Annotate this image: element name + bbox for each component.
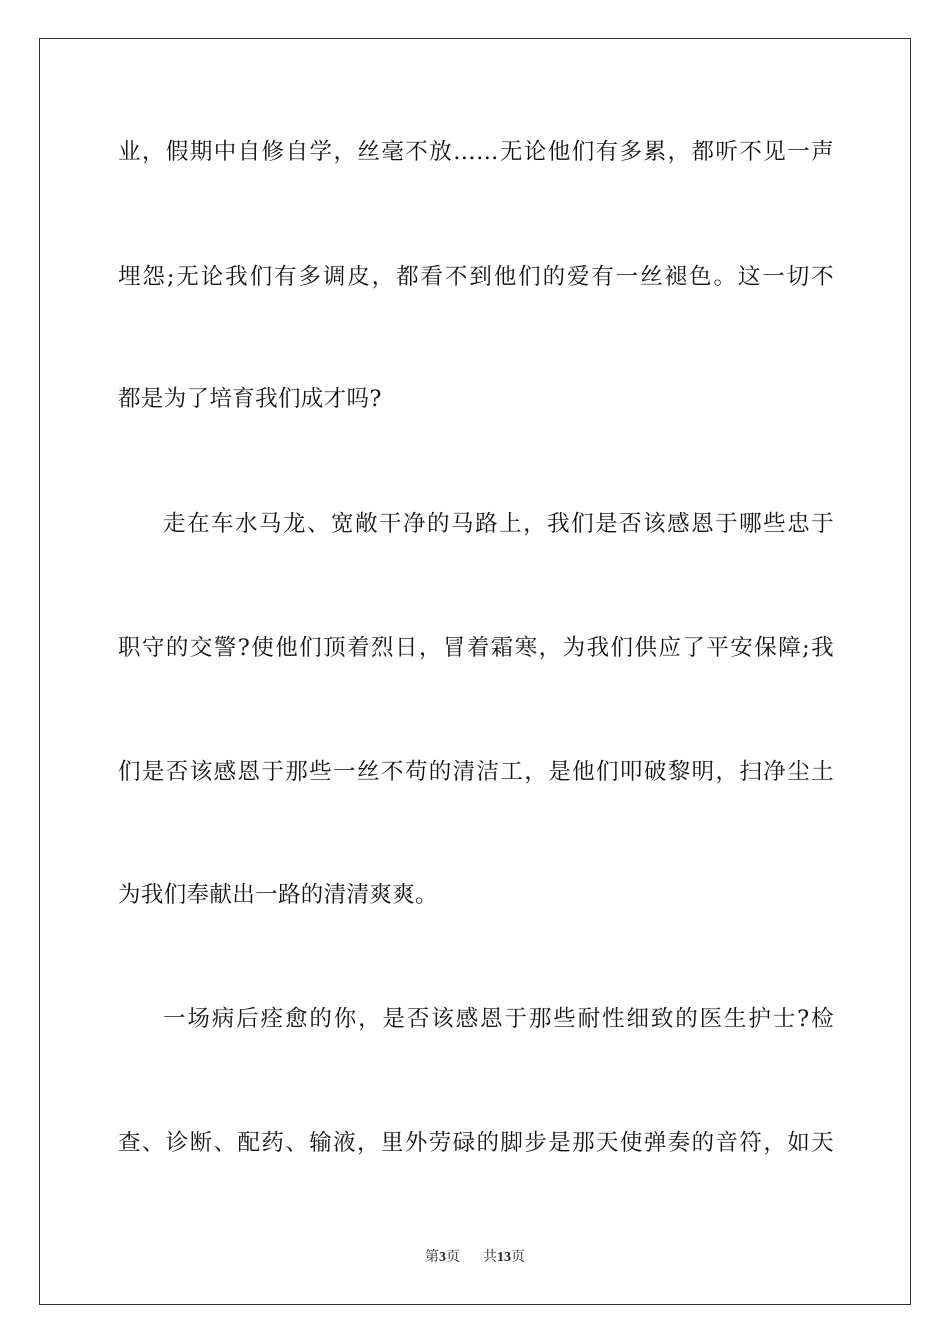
page-number: 3 <box>439 1250 447 1265</box>
page-border <box>39 38 911 1305</box>
total-indicator <box>483 1248 525 1267</box>
total-suffix: 页 <box>510 1249 525 1265</box>
page-suffix: 页 <box>446 1249 461 1265</box>
text-line-2: 埋怨;无论我们有多调皮，都看不到他们的爱有一丝褪色。这一切不 <box>118 264 834 290</box>
page-footer <box>0 1248 950 1267</box>
page-indicator <box>425 1248 460 1267</box>
text-line-3: 都是为了培育我们成才吗? <box>118 386 382 412</box>
text-line-7: 为我们奉献出一路的清清爽爽。 <box>118 882 438 908</box>
text-line-6: 们是否该感恩于那些一丝不苟的清洁工，是他们叩破黎明，扫净尘土 <box>118 759 834 785</box>
total-pages: 13 <box>496 1250 511 1265</box>
text-line-9: 查、诊断、配药、输液，里外劳碌的脚步是那天使弹奏的音符，如天 <box>118 1130 834 1156</box>
text-line-1: 业，假期中自修自学，丝毫不放……无论他们有多累，都听不见一声 <box>118 139 834 165</box>
total-prefix: 共 <box>482 1249 497 1265</box>
text-line-5: 职守的交警?使他们顶着烈日，冒着霜寒，为我们供应了平安保障;我 <box>118 635 834 661</box>
text-line-8: 一场病后痊愈的你，是否该感恩于那些耐性细致的医生护士?检 <box>163 1006 834 1032</box>
text-line-4: 走在车水马龙、宽敞干净的马路上，我们是否该感恩于哪些忠于 <box>163 511 834 537</box>
page-prefix: 第 <box>425 1249 440 1265</box>
